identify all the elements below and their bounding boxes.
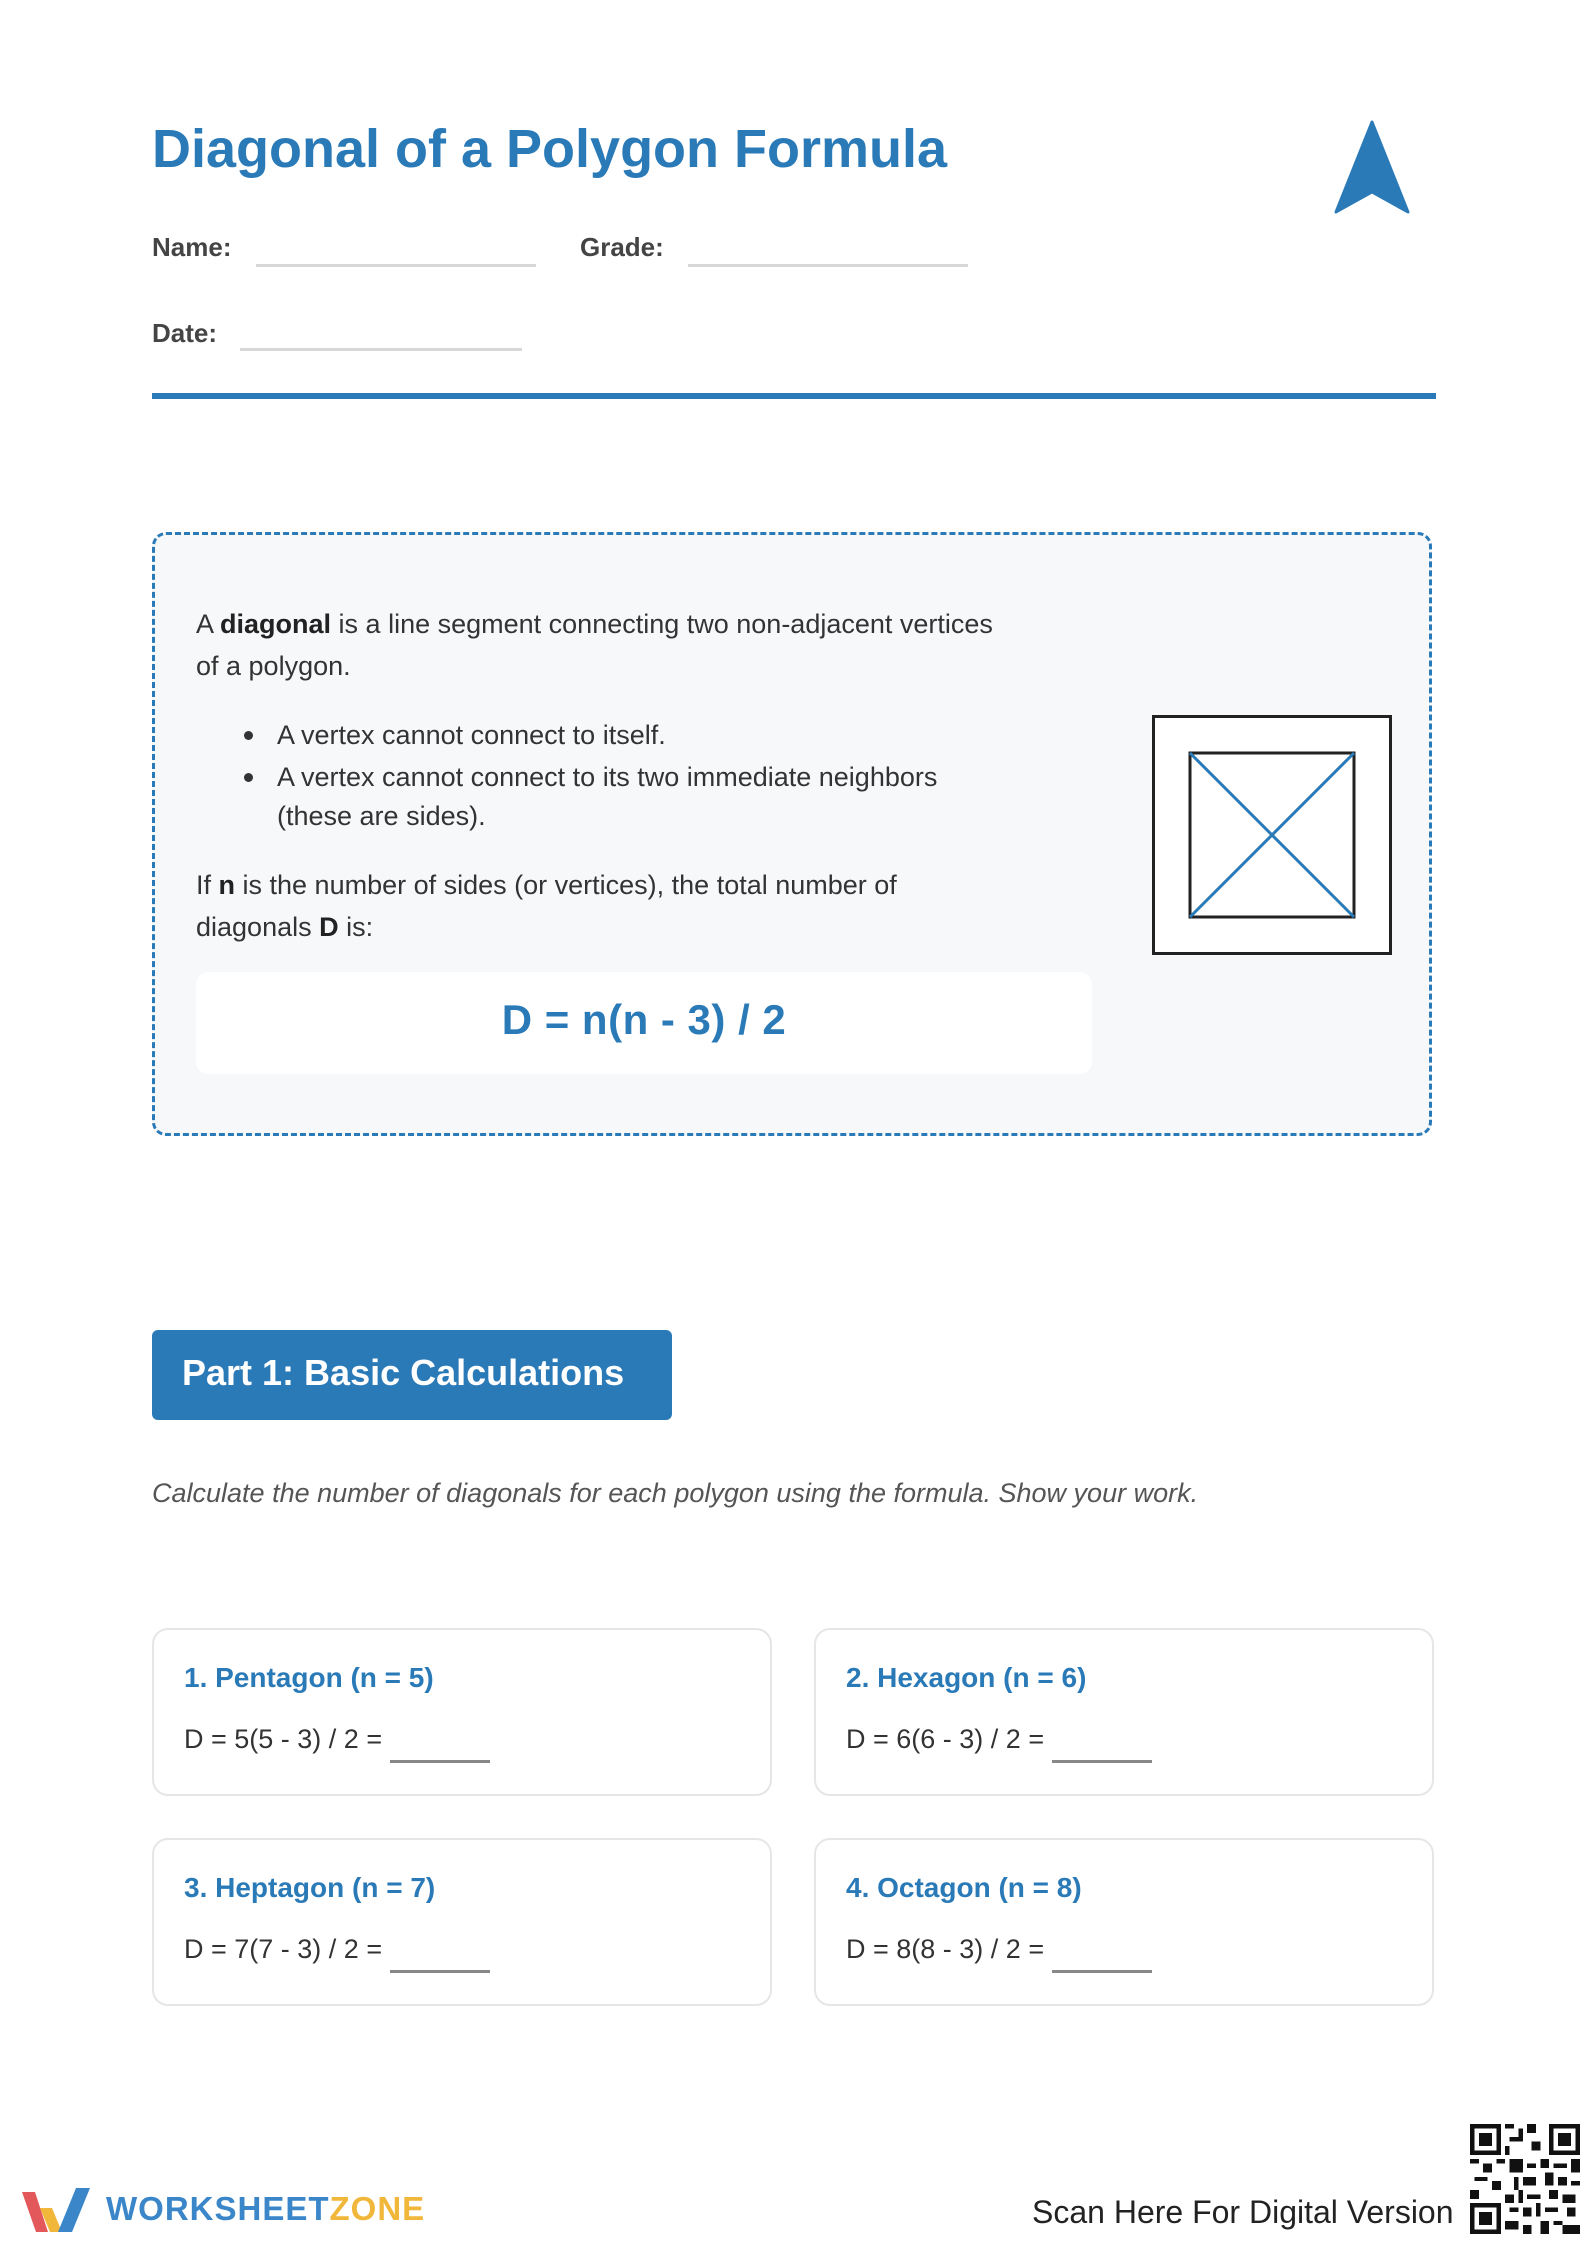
instructions: Calculate the number of diagonals for each polygon using the formula. Show your work.: [152, 1478, 1199, 1508]
date-label: Date:: [152, 318, 218, 348]
answer-blank[interactable]: [390, 1970, 490, 1973]
part-1-heading: Part 1: Basic Calculations: [152, 1330, 672, 1420]
bullet-dot: [244, 773, 253, 782]
answer-blank[interactable]: [1052, 1970, 1152, 1973]
bullet-dot: [244, 731, 253, 740]
header-divider: [152, 393, 1436, 399]
name-field[interactable]: [256, 264, 536, 267]
bullet-item-continued: (these are sides).: [277, 801, 486, 831]
answer-blank[interactable]: [390, 1760, 490, 1763]
definition-intro: A diagonal is a line segment connecting two non-adjacent vertices: [196, 609, 993, 639]
bullet-item: A vertex cannot connect to itself.: [277, 720, 666, 750]
navigation-arrow-icon: [1332, 120, 1412, 220]
problem-title: 4. Octagon (n = 8): [846, 1872, 1082, 1903]
problem-card: [814, 1628, 1434, 1796]
problem-card: [152, 1628, 772, 1796]
formula-box: [196, 972, 1092, 1074]
problem-equation: D = 7(7 - 3) / 2 =: [184, 1934, 383, 1964]
problem-equation: D = 8(8 - 3) / 2 =: [846, 1934, 1045, 1964]
answer-blank[interactable]: [1052, 1760, 1152, 1763]
problem-title: 1. Pentagon (n = 5): [184, 1662, 434, 1693]
n-definition: If n is the number of sides (or vertices), the total number of: [196, 870, 897, 900]
grade-field[interactable]: [688, 264, 968, 267]
name-label: Name:: [152, 232, 232, 262]
brand-name: WORKSHEETZONE: [106, 2190, 426, 2227]
page-title: Diagonal of a Polygon Formula: [152, 119, 948, 179]
problem-equation: D = 5(5 - 3) / 2 =: [184, 1724, 383, 1754]
problem-card: [152, 1838, 772, 2006]
problem-equation: D = 6(6 - 3) / 2 =: [846, 1724, 1045, 1754]
scan-caption: Scan Here For Digital Version: [1032, 2194, 1454, 2230]
diagonal-formula: D = n(n - 3) / 2: [501, 996, 787, 1043]
definition-intro-line2: of a polygon.: [196, 651, 351, 681]
bullet-item: A vertex cannot connect to its two immediate neighbors: [277, 762, 938, 792]
square-with-diagonals-icon: [1152, 715, 1392, 955]
d-definition: diagonals D is:: [196, 912, 374, 942]
worksheetzone-logo-icon: [18, 2184, 94, 2238]
grade-label: Grade:: [580, 232, 664, 262]
problem-title: 2. Hexagon (n = 6): [846, 1662, 1087, 1693]
qr-code-icon[interactable]: [1470, 2124, 1580, 2234]
date-field[interactable]: [240, 348, 522, 351]
problem-title: 3. Heptagon (n = 7): [184, 1872, 436, 1903]
problem-card: [814, 1838, 1434, 2006]
